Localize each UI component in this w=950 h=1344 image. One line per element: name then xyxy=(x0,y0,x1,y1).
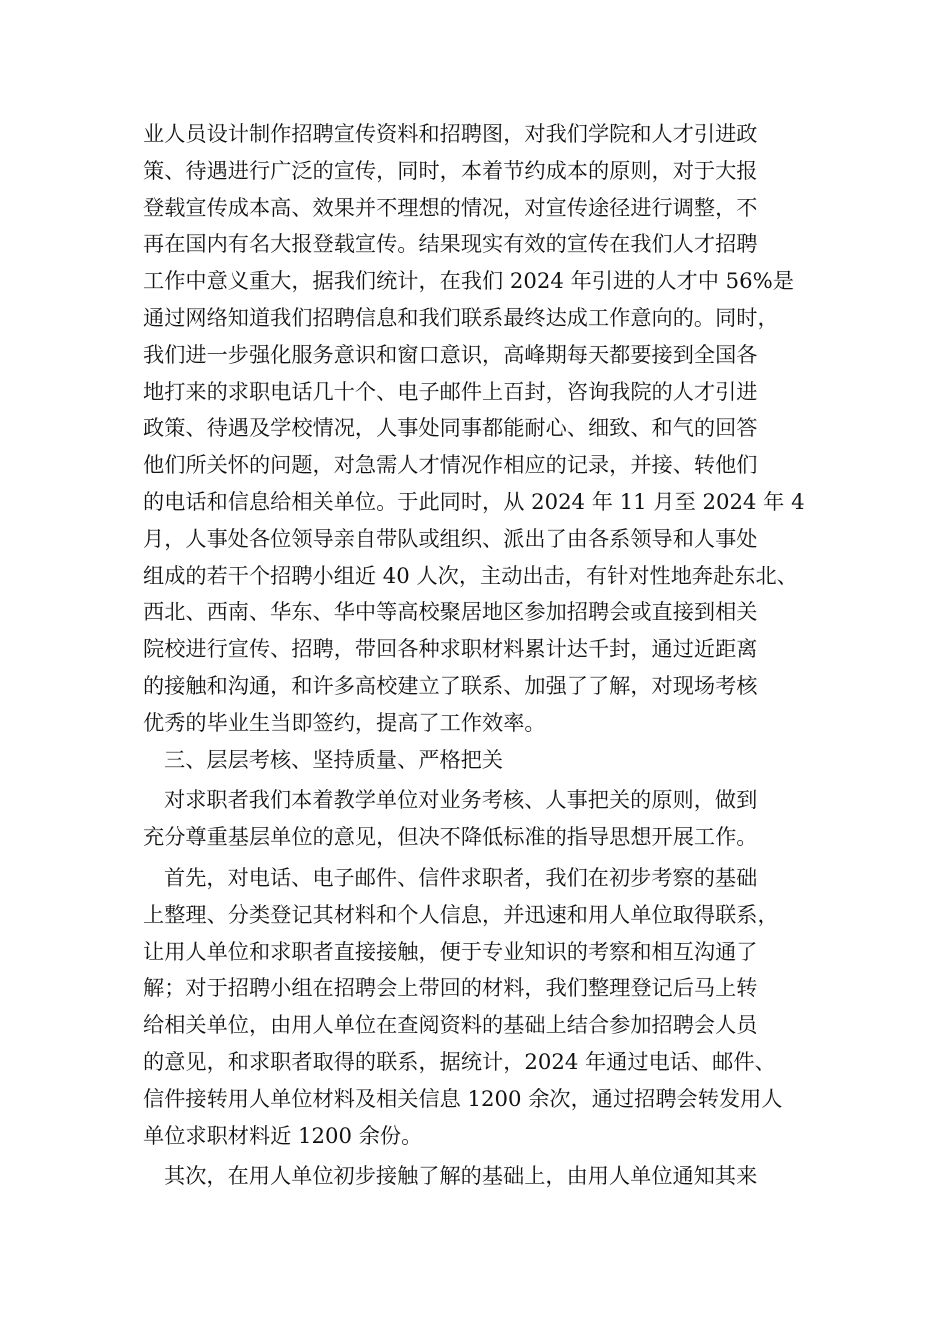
paragraph-principle xyxy=(143,782,811,856)
text-line: 地打来的求职电话几十个、电子邮件上百封，咨询我院的人才引进 xyxy=(143,378,758,404)
text-line: 首先，对电话、电子邮件、信件求职者，我们在初步考察的基础 xyxy=(164,864,758,890)
text-line: 的意见，和求职者取得的联系，据统计，2024 年通过电话、邮件、 xyxy=(143,1048,776,1074)
paragraph-first xyxy=(143,860,811,1154)
text-line: 再在国内有名大报登载宣传。结果现实有效的宣传在我们人才招聘 xyxy=(143,231,758,257)
text-line: 登载宣传成本高、效果并不理想的情况，对宣传途径进行调整，不 xyxy=(143,194,758,220)
text-line: 他们所关怀的问题，对急需人才情况作相应的记录，并接、转他们 xyxy=(143,452,758,478)
text-line: 单位求职材料近 1200 余份。 xyxy=(143,1122,423,1148)
text-line: 给相关单位，由用人单位在查阅资料的基础上结合参加招聘会人员 xyxy=(143,1012,758,1038)
text-line: 组成的若干个招聘小组近 40 人次，主动出击，有针对性地奔赴东北、 xyxy=(143,562,798,588)
text-line: 让用人单位和求职者直接接触，便于专业知识的考察和相互沟通了 xyxy=(143,938,758,964)
text-line: 的接触和沟通，和许多高校建立了联系、加强了了解，对现场考核 xyxy=(143,672,758,698)
text-line: 我们进一步强化服务意识和窗口意识，高峰期每天都要接到全国各 xyxy=(143,341,758,367)
text-line: 业人员设计制作招聘宣传资料和招聘图，对我们学院和人才引进政 xyxy=(143,121,758,146)
text-line: 充分尊重基层单位的意见，但决不降低标准的指导思想开展工作。 xyxy=(143,824,758,850)
text-line: 政策、待遇及学校情况，人事处同事都能耐心、细致、和气的回答 xyxy=(143,415,758,441)
text-line: 通过网络知道我们招聘信息和我们联系最终达成工作意向的。同时， xyxy=(143,304,779,330)
text-line: 解；对于招聘小组在招聘会上带回的材料，我们整理登记后马上转 xyxy=(143,975,758,1001)
text-line: 工作中意义重大，据我们统计，在我们 2024 年引进的人才中 56%是 xyxy=(143,268,794,294)
text-line: 月，人事处各位领导亲自带队或组织、派出了由各系领导和人事处 xyxy=(143,525,758,551)
paragraph-promotion xyxy=(143,116,811,742)
text-line: 其次，在用人单位初步接触了解的基础上，由用人单位通知其来 xyxy=(164,1163,758,1189)
text-line: 的电话和信息给相关单位。于此同时，从 2024 年 11 月至 2024 年 4 xyxy=(143,488,805,514)
text-line: 优秀的毕业生当即签约，提高了工作效率。 xyxy=(143,709,546,735)
text-line: 策、待遇进行广泛的宣传，同时，本着节约成本的原则，对于大报 xyxy=(143,157,758,183)
section-heading xyxy=(143,742,811,779)
text-line: 院校进行宣传、招聘，带回各种求职材料累计达千封，通过近距离 xyxy=(143,636,758,662)
paragraph-second xyxy=(143,1158,811,1195)
heading-line: 三、层层考核、坚持质量、严格把关 xyxy=(164,746,504,772)
text-line: 上整理、分类登记其材料和个人信息，并迅速和用人单位取得联系， xyxy=(143,901,779,927)
text-line: 对求职者我们本着教学单位对业务考核、人事把关的原则，做到 xyxy=(164,787,758,813)
text-line: 西北、西南、华东、华中等高校聚居地区参加招聘会或直接到相关 xyxy=(143,599,758,625)
document-body xyxy=(143,116,811,1195)
text-line: 信件接转用人单位材料及相关信息 1200 余次，通过招聘会转发用人 xyxy=(143,1085,783,1111)
